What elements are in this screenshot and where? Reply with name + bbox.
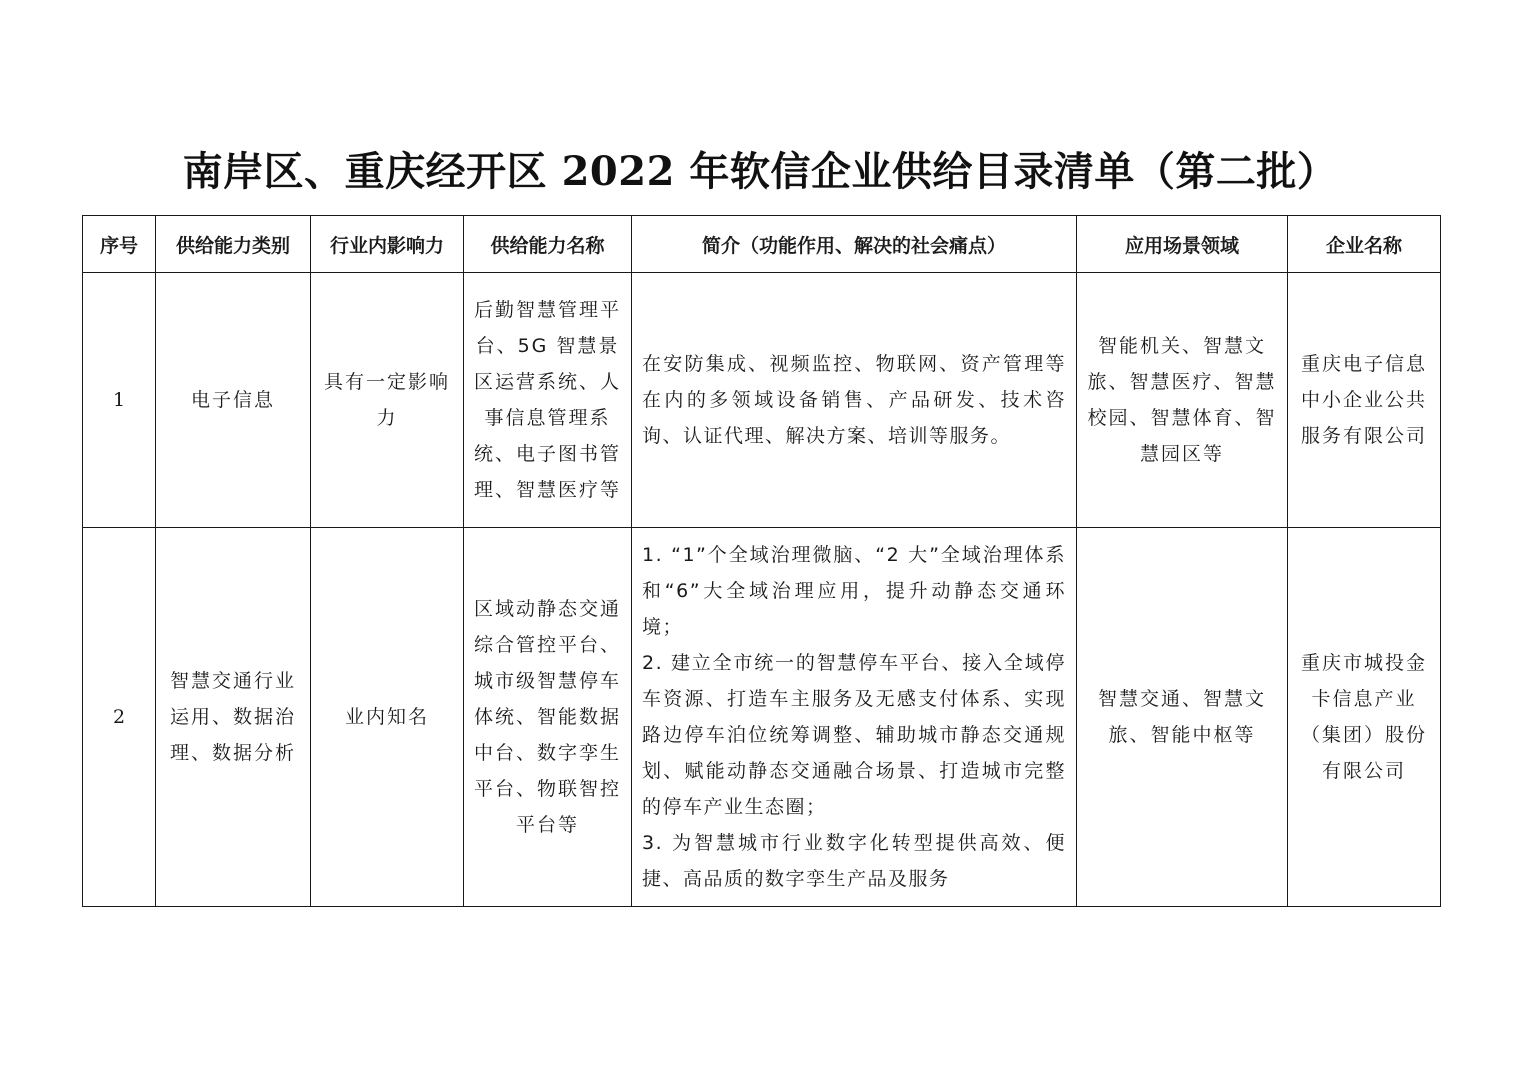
cell-company: 重庆市城投金卡信息产业（集团）股份有限公司 [1288,528,1441,907]
cell-scenario: 智能机关、智慧文旅、智慧医疗、智慧校园、智慧体育、智慧园区等 [1077,273,1288,528]
cell-capability: 区域动静态交通综合管控平台、城市级智慧停车体统、智能数据中台、数字孪生平台、物联智控平台等 [464,528,632,907]
cell-intro [632,273,1077,528]
intro-paragraph: 在安防集成、视频监控、物联网、资产管理等在内的多领域设备销售、产品研发、技术咨询、认证代理、解决方案、培训等服务。 [642,353,1066,447]
cell-company: 重庆电子信息中小企业公共服务有限公司 [1288,273,1441,528]
cell-influence: 业内知名 [311,528,464,907]
table-header-row [83,216,1441,273]
header-category: 供给能力类别 [156,216,311,273]
header-intro: 简介（功能作用、解决的社会痛点） [632,216,1077,273]
cell-capability: 后勤智慧管理平台、5G 智慧景区运营系统、人事信息管理系统、电子图书管理、智慧医疗等 [464,273,632,528]
page-title: 南岸区、重庆经开区 2022 年软信企业供给目录清单（第二批） [182,148,1338,195]
header-influence: 行业内影响力 [311,216,464,273]
cell-category: 电子信息 [156,273,311,528]
cell-influence: 具有一定影响力 [311,273,464,528]
cell-category: 智慧交通行业运用、数据治理、数据分析 [156,528,311,907]
header-seq: 序号 [83,216,156,273]
table-row [83,273,1441,528]
header-scenario: 应用场景领域 [1077,216,1288,273]
cell-seq: 2 [83,528,156,907]
supply-catalog-table [82,215,1441,907]
cell-scenario: 智慧交通、智慧文旅、智能中枢等 [1077,528,1288,907]
header-capability: 供给能力名称 [464,216,632,273]
cell-intro [632,528,1077,907]
intro-paragraph: 3. 为智慧城市行业数字化转型提供高效、便捷、高品质的数字孪生产品及服务 [642,832,1066,890]
header-company: 企业名称 [1288,216,1441,273]
table-row [83,528,1441,907]
cell-seq: 1 [83,273,156,528]
intro-paragraph: 2. 建立全市统一的智慧停车平台、接入全域停车资源、打造车主服务及无感支付体系、实现路边停车泊位统筹调整、辅助城市静态交通规划、赋能动静态交通融合场景、打造城市完整的停车产业生态圈； [642,652,1066,818]
intro-paragraph: 1. “1”个全域治理微脑、“2 大”全域治理体系和“6”大全域治理应用，提升动静态交通环境； [642,544,1066,638]
